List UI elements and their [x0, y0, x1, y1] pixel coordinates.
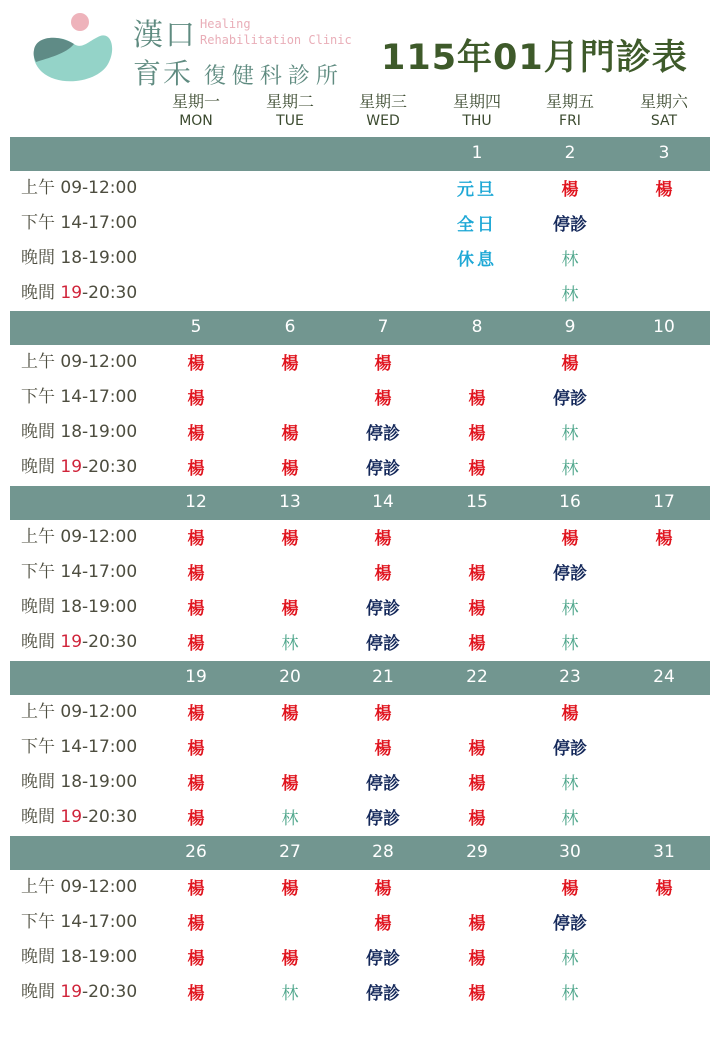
- brand-name-line1: 漢口: [133, 18, 197, 53]
- schedule-cell: 楊: [374, 389, 392, 409]
- date-cell: 2: [564, 143, 576, 163]
- schedule-cell: 林: [561, 949, 579, 969]
- date-cell: 28: [372, 842, 394, 862]
- schedule-cell: 休息: [457, 250, 497, 270]
- date-cell: 26: [185, 842, 207, 862]
- schedule-cell: 楊: [281, 704, 299, 724]
- time-slot-row: [10, 415, 710, 450]
- week-block: [10, 836, 710, 1010]
- schedule-cell: 楊: [468, 634, 486, 654]
- weekday-en: SAT: [650, 113, 678, 129]
- schedule-cell: 楊: [187, 564, 205, 584]
- time-slot-label: [21, 450, 137, 485]
- slot-highlight: 19: [60, 807, 83, 827]
- time-slot-label: [21, 870, 137, 905]
- schedule-cell: 林: [561, 809, 579, 829]
- weekday-cn: 星期六: [639, 92, 688, 111]
- slot-prefix: 晚間: [21, 982, 61, 1002]
- slot-suffix: -20:30: [82, 283, 138, 303]
- time-slot-label: [21, 905, 137, 940]
- week-block: [10, 311, 710, 485]
- slot-prefix: 下午 14-17:00: [21, 737, 138, 757]
- time-slot-label: [21, 940, 137, 975]
- schedule-cell: 林: [561, 285, 579, 305]
- time-slot-label: [21, 171, 137, 206]
- schedule-cell: 林: [561, 984, 579, 1004]
- schedule-cell: 楊: [281, 774, 299, 794]
- weekday-wed: [336, 92, 430, 130]
- schedule-cell: 楊: [187, 809, 205, 829]
- time-slot-label: [21, 206, 137, 241]
- schedule-cell: 林: [281, 634, 299, 654]
- time-slot-row: [10, 765, 710, 800]
- schedule-cell: 楊: [281, 459, 299, 479]
- schedule-cell: 楊: [468, 389, 486, 409]
- time-slot-row: [10, 730, 710, 765]
- date-cell: 6: [284, 317, 296, 337]
- time-slot-label: [21, 765, 137, 800]
- time-slot-row: [10, 555, 710, 590]
- time-slot-row: [10, 870, 710, 905]
- brand-name-line2: [133, 52, 344, 92]
- date-cell: 27: [279, 842, 301, 862]
- schedule-cell: 全日: [457, 215, 497, 235]
- schedule-cell: 林: [561, 424, 579, 444]
- time-slot-row: [10, 345, 710, 380]
- weekday-mon: [149, 92, 243, 130]
- schedule-cell: 楊: [655, 529, 673, 549]
- date-cell: 7: [377, 317, 389, 337]
- schedule-cell: 楊: [374, 529, 392, 549]
- schedule-cell: 楊: [468, 599, 486, 619]
- schedule-cell: 停診: [366, 459, 400, 479]
- schedule-cell: 林: [561, 634, 579, 654]
- schedule-cell: 楊: [187, 949, 205, 969]
- slot-prefix: 晚間 18-19:00: [21, 947, 138, 967]
- time-slot-label: [21, 730, 137, 765]
- schedule-cell: 楊: [187, 389, 205, 409]
- schedule-cell: 楊: [187, 914, 205, 934]
- slot-prefix: 下午 14-17:00: [21, 562, 138, 582]
- schedule-cell: 楊: [281, 879, 299, 899]
- schedule-cell: 停診: [553, 389, 587, 409]
- time-slot-row: [10, 171, 710, 206]
- date-cell: 14: [372, 492, 394, 512]
- time-slot-label: [21, 590, 137, 625]
- date-cell: 8: [471, 317, 483, 337]
- weekday-thu: [430, 92, 524, 130]
- date-cell: 19: [185, 667, 207, 687]
- schedule-cell: 停診: [366, 949, 400, 969]
- date-bar: [10, 836, 710, 870]
- time-slot-row: [10, 241, 710, 276]
- schedule-cell: 楊: [561, 180, 579, 200]
- time-slot-row: [10, 276, 710, 311]
- slot-highlight: 19: [60, 982, 83, 1002]
- week-block: [10, 137, 710, 311]
- slot-prefix: 上午 09-12:00: [21, 527, 138, 547]
- schedule-cell: 楊: [468, 424, 486, 444]
- date-cell: 29: [466, 842, 488, 862]
- schedule-cell: 停診: [366, 809, 400, 829]
- time-slot-label: [21, 975, 137, 1010]
- slot-prefix: 上午 09-12:00: [21, 877, 138, 897]
- slot-suffix: -20:30: [82, 457, 138, 477]
- schedule-cell: 楊: [187, 424, 205, 444]
- schedule-cell: 楊: [187, 704, 205, 724]
- time-slot-label: [21, 415, 137, 450]
- time-slot-row: [10, 520, 710, 555]
- slot-prefix: 上午 09-12:00: [21, 178, 138, 198]
- time-slot-row: [10, 380, 710, 415]
- slot-prefix: 晚間 18-19:00: [21, 422, 138, 442]
- schedule-cell: 楊: [187, 599, 205, 619]
- time-slot-row: [10, 625, 710, 660]
- brand-name-part-b: 復健科診所: [203, 64, 344, 89]
- weekday-fri: [523, 92, 617, 130]
- date-cell: 10: [653, 317, 675, 337]
- slot-highlight: 19: [60, 632, 83, 652]
- schedule-cell: 停診: [553, 564, 587, 584]
- schedule-cell: 楊: [561, 879, 579, 899]
- date-cell: 31: [653, 842, 675, 862]
- date-bar: [10, 661, 710, 695]
- weekday-sat: [617, 92, 711, 130]
- schedule-cell: 楊: [561, 704, 579, 724]
- date-cell: 24: [653, 667, 675, 687]
- date-cell: 9: [564, 317, 576, 337]
- schedule-cell: 停診: [366, 634, 400, 654]
- slot-prefix: 下午 14-17:00: [21, 912, 138, 932]
- time-slot-label: [21, 520, 137, 555]
- schedule-cell: 停診: [366, 984, 400, 1004]
- slot-highlight: 19: [60, 457, 83, 477]
- weekday-en: MON: [179, 113, 213, 129]
- weekday-en: WED: [366, 113, 400, 129]
- weekday-cn: 星期三: [358, 92, 407, 111]
- schedule-cell: 楊: [374, 739, 392, 759]
- schedule-cell: 楊: [281, 599, 299, 619]
- schedule-cell: 楊: [468, 914, 486, 934]
- brand-english-name: [200, 16, 352, 48]
- time-slot-row: [10, 905, 710, 940]
- schedule-cell: 楊: [187, 739, 205, 759]
- time-slot-row: [10, 206, 710, 241]
- slot-prefix: 晚間: [21, 283, 61, 303]
- schedule-cell: 楊: [187, 529, 205, 549]
- date-cell: 5: [190, 317, 202, 337]
- time-slot-row: [10, 450, 710, 485]
- brand-name-part-a: 育禾: [133, 57, 194, 90]
- schedule-cell: 林: [561, 459, 579, 479]
- slot-prefix: 下午 14-17:00: [21, 213, 138, 233]
- weekday-cn: 星期一: [171, 92, 220, 111]
- schedule-cell: 楊: [374, 879, 392, 899]
- time-slot-label: [21, 345, 137, 380]
- slot-prefix: 晚間: [21, 457, 61, 477]
- slot-highlight: 19: [60, 283, 83, 303]
- schedule-cell: 停診: [366, 599, 400, 619]
- slot-prefix: 晚間: [21, 632, 61, 652]
- time-slot-row: [10, 590, 710, 625]
- schedule-cell: 楊: [374, 704, 392, 724]
- schedule-cell: 楊: [187, 354, 205, 374]
- weekday-cn: 星期四: [452, 92, 501, 111]
- schedule-cell: 楊: [281, 949, 299, 969]
- weekday-cn: 星期二: [265, 92, 314, 111]
- schedule-cell: 楊: [468, 739, 486, 759]
- schedule-cell: 楊: [187, 879, 205, 899]
- schedule-cell: 楊: [187, 984, 205, 1004]
- schedule-cell: 楊: [655, 879, 673, 899]
- time-slot-row: [10, 695, 710, 730]
- date-cell: 20: [279, 667, 301, 687]
- schedule-cell: 楊: [374, 914, 392, 934]
- schedule-cell: 林: [561, 774, 579, 794]
- schedule-cell: 楊: [468, 984, 486, 1004]
- clinic-logo-icon: [30, 10, 115, 85]
- slot-prefix: 上午 09-12:00: [21, 352, 138, 372]
- date-cell: 13: [279, 492, 301, 512]
- schedule-cell: 楊: [561, 529, 579, 549]
- time-slot-row: [10, 975, 710, 1010]
- schedule-cell: 林: [561, 250, 579, 270]
- weekday-en: THU: [462, 113, 492, 129]
- schedule-cell: 元旦: [457, 180, 497, 200]
- schedule-cell: 林: [561, 599, 579, 619]
- schedule-cell: 停診: [553, 739, 587, 759]
- page-title: 115年01月門診表: [381, 38, 688, 78]
- weekday-en: TUE: [276, 113, 304, 129]
- weekday-en: FRI: [559, 113, 581, 129]
- slot-prefix: 晚間 18-19:00: [21, 772, 138, 792]
- time-slot-label: [21, 380, 137, 415]
- date-bar: [10, 311, 710, 345]
- schedule-cell: 楊: [561, 354, 579, 374]
- slot-prefix: 晚間 18-19:00: [21, 597, 138, 617]
- time-slot-row: [10, 800, 710, 835]
- date-cell: 16: [559, 492, 581, 512]
- schedule-cell: 林: [281, 809, 299, 829]
- schedule-cell: 楊: [187, 774, 205, 794]
- slot-prefix: 下午 14-17:00: [21, 387, 138, 407]
- schedule-cell: 楊: [468, 774, 486, 794]
- slot-prefix: 上午 09-12:00: [21, 702, 138, 722]
- date-cell: 21: [372, 667, 394, 687]
- slot-suffix: -20:30: [82, 807, 138, 827]
- date-cell: 22: [466, 667, 488, 687]
- schedule-cell: 楊: [374, 354, 392, 374]
- brand-en-line2: Rehabilitation Clinic: [200, 33, 352, 47]
- schedule-cell: 楊: [281, 354, 299, 374]
- schedule-cell: 停診: [366, 774, 400, 794]
- weekday-tue: [243, 92, 337, 130]
- schedule-cell: 停診: [553, 215, 587, 235]
- date-cell: 17: [653, 492, 675, 512]
- schedule-cell: 楊: [374, 564, 392, 584]
- weekday-cn: 星期五: [545, 92, 594, 111]
- schedule-cell: 楊: [281, 424, 299, 444]
- schedule-cell: 楊: [281, 529, 299, 549]
- schedule-cell: 楊: [187, 634, 205, 654]
- brand-en-line1: Healing: [200, 17, 251, 31]
- slot-suffix: -20:30: [82, 632, 138, 652]
- time-slot-label: [21, 625, 137, 660]
- date-cell: 30: [559, 842, 581, 862]
- schedule-cell: 楊: [468, 949, 486, 969]
- time-slot-label: [21, 241, 137, 276]
- week-block: [10, 486, 710, 660]
- slot-prefix: 晚間: [21, 807, 61, 827]
- slot-suffix: -20:30: [82, 982, 138, 1002]
- date-bar: [10, 486, 710, 520]
- schedule-cell: 楊: [655, 180, 673, 200]
- time-slot-label: [21, 276, 137, 311]
- time-slot-label: [21, 695, 137, 730]
- date-cell: 12: [185, 492, 207, 512]
- schedule-cell: 林: [281, 984, 299, 1004]
- date-cell: 23: [559, 667, 581, 687]
- date-cell: 1: [471, 143, 483, 163]
- schedule-cell: 楊: [187, 459, 205, 479]
- slot-prefix: 晚間 18-19:00: [21, 248, 138, 268]
- schedule-cell: 停診: [366, 424, 400, 444]
- schedule-cell: 楊: [468, 809, 486, 829]
- time-slot-label: [21, 800, 137, 835]
- schedule-cell: 楊: [468, 564, 486, 584]
- time-slot-row: [10, 940, 710, 975]
- date-cell: 15: [466, 492, 488, 512]
- week-block: [10, 661, 710, 835]
- date-cell: 3: [658, 143, 670, 163]
- schedule-cell: 楊: [468, 459, 486, 479]
- time-slot-label: [21, 555, 137, 590]
- schedule-cell: 停診: [553, 914, 587, 934]
- date-bar: [10, 137, 710, 171]
